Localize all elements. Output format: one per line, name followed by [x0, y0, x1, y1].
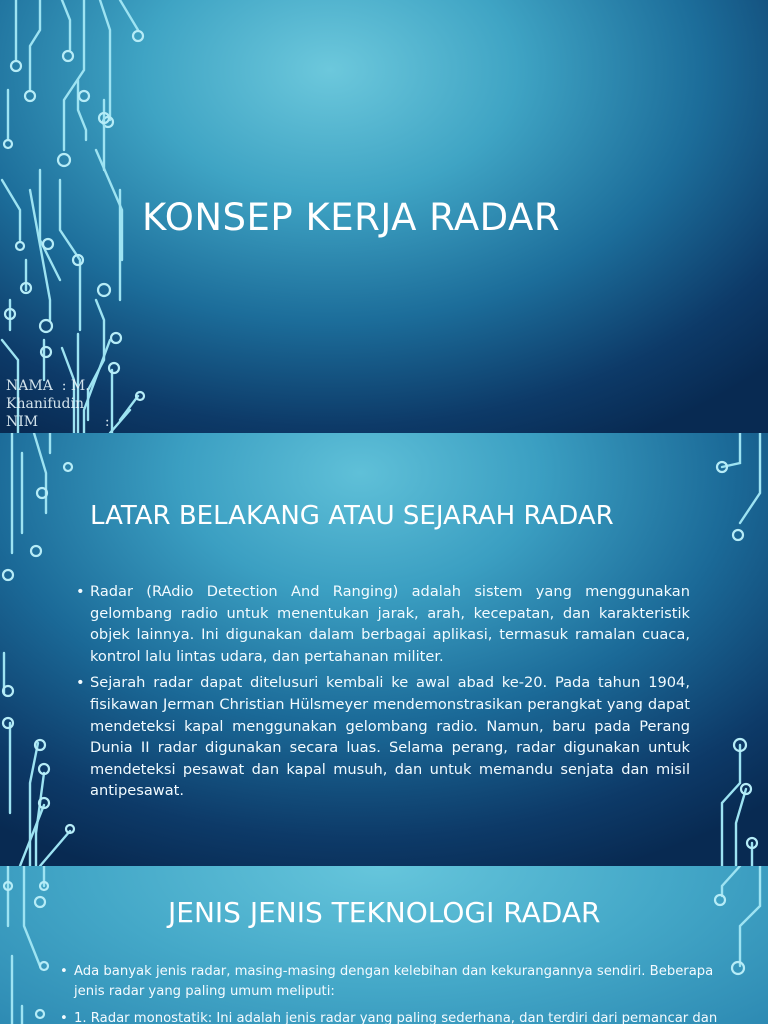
section-title-history: LATAR BELAKANG ATAU SEJARAH RADAR: [90, 501, 614, 531]
presentation-title: KONSEP KERJA RADAR: [142, 196, 561, 239]
circuit-board-decoration-icon: [0, 0, 160, 433]
slide-radar-types: [0, 866, 768, 1024]
slide-title: [0, 0, 768, 433]
list-item: • 1. Radar monostatik: Ini adalah jenis radar yang paling sederhana, dan terdiri dari pemancar dan: [60, 1009, 720, 1024]
author-nim-line: NIM :: [6, 414, 110, 430]
author-info: [6, 377, 146, 431]
history-bullet-list: [76, 581, 690, 807]
list-item: • Ada banyak jenis radar, masing-masing dengan kelebihan dan kekurangannya sendiri. Beberapa jenis radar yang paling umum meliputi:: [60, 962, 720, 1001]
list-item: • Radar (RAdio Detection And Ranging) adalah sistem yang menggunakan gelombang radio untuk menentukan jarak, arah, kecepatan, dan karakteristik objek lainnya. Ini digunakan dalam berbagai aplikasi, termasuk ramalan cuaca, kontrol lalu lintas udara, dan pertahanan militer.: [76, 581, 690, 667]
section-title-radar-types: JENIS JENIS TEKNOLOGI RADAR: [168, 896, 601, 929]
author-name-line: NAMA : M.: [6, 378, 90, 394]
list-item: • Sejarah radar dapat ditelusuri kembali ke awal abad ke-20. Pada tahun 1904, fisikawan Jerman Christian Hülsmeyer mendemonstrasikan perangkat yang dapat mendeteksi kapal menggunakan gelombang radio. Namun, baru pada Perang Dunia II radar digunakan secara luas. Selama perang, radar digunakan untuk mendeteksi pesawat dan kapal musuh, dan untuk memandu senjata dan misil antipesawat.: [76, 672, 690, 802]
radar-types-bullet-list: [60, 962, 720, 1024]
slide-background: [0, 433, 768, 866]
author-name-line-2: Khanifudin: [6, 396, 84, 412]
